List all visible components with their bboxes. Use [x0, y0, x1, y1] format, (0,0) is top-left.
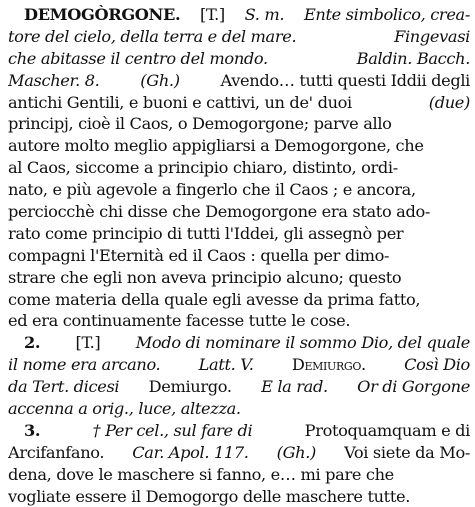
text-run: Demiurgo. — [148, 377, 232, 397]
text-line — [8, 354, 470, 376]
text-run: (Gh.) — [276, 442, 317, 462]
text-run: [T.] — [200, 5, 225, 24]
text-run: il nome era arcano. — [8, 355, 161, 375]
text-run: Car. Apol. 117. — [132, 442, 249, 462]
text-line — [8, 332, 470, 354]
text-run: tore del cielo, della terra e del mare. — [8, 26, 297, 46]
text-line — [8, 464, 470, 486]
text-line — [8, 26, 470, 48]
text-line — [8, 135, 470, 157]
text-run: principj, cioè il Caos, o Demogorgone; parve allo — [8, 114, 392, 134]
text-run: (due) — [428, 92, 470, 112]
text-run: vogliate essere il Demogorgo delle maschere tutte. — [8, 486, 411, 506]
text-line — [8, 70, 470, 92]
text-run: Così Dio — [404, 355, 470, 375]
text-line — [8, 420, 470, 442]
sense-1 — [8, 4, 470, 332]
text-line — [8, 267, 470, 289]
text-run: (Gh.) — [140, 70, 180, 90]
text-run: perciocchè chi disse che Demogorgone era stato ado- — [8, 202, 430, 222]
text-run: come materia della quale egli avesse da prima fatto, — [8, 289, 421, 309]
text-run: Ente simbolico, crea- — [303, 5, 470, 24]
text-line — [8, 398, 470, 420]
text-run: rato come principio di tutti l'Iddei, gli assegnò per — [8, 223, 404, 243]
sense-2 — [8, 332, 470, 420]
text-run: 2. — [24, 333, 41, 353]
text-run: che abitasse il centro del mondo. — [8, 48, 268, 68]
text-line — [8, 376, 470, 398]
text-run: Or di Gorgone — [357, 377, 470, 397]
text-run: dena, dove le maschere si fanno, e… mi pare che — [8, 464, 394, 484]
text-run: Avendo… tutti questi Iddii degli — [220, 70, 470, 90]
text-run: DEMOGÒRGONE. — [24, 5, 181, 24]
text-run: S. m. — [244, 5, 285, 24]
text-line — [8, 310, 470, 332]
text-line — [8, 4, 470, 26]
text-run: 3. — [24, 420, 41, 440]
text-line — [8, 245, 470, 267]
text-run: Demiurgo. — [291, 355, 366, 375]
text-run: Mascher. 8. — [8, 70, 100, 90]
text-line — [8, 92, 470, 114]
text-run: Voi siete da Mo- — [344, 442, 470, 462]
text-run: compagni l'Eternità ed il Caos : quella per dimo- — [8, 245, 390, 265]
dictionary-entry — [8, 4, 470, 507]
text-run: Latt. V. — [198, 355, 254, 375]
text-run: Modo di nominare il sommo Dio, del quale — [135, 333, 470, 353]
sense-3 — [8, 420, 470, 507]
text-run: nato, e più agevole a fingerlo che il Caos ; e ancora, — [8, 180, 416, 200]
text-run: accenna a orig., luce, altezza. — [8, 399, 241, 419]
text-line — [8, 48, 470, 70]
text-line — [8, 486, 470, 507]
text-run: [T.] — [75, 333, 101, 353]
text-line — [8, 289, 470, 311]
text-line — [8, 442, 470, 464]
text-run: Baldin. Bacch. — [356, 48, 470, 68]
text-run: al Caos, siccome a principio chiaro, distinto, ordi- — [8, 158, 398, 178]
text-run: Arcifanfano. — [8, 442, 105, 462]
text-run: da Tert. dicesi — [8, 377, 120, 397]
text-line — [8, 113, 470, 135]
text-run: Fingevasi — [394, 26, 470, 46]
text-run: E la rad. — [261, 377, 328, 397]
text-run: autore molto meglio appigliarsi a Demogorgone, che — [8, 136, 424, 156]
text-line — [8, 201, 470, 223]
text-line — [8, 223, 470, 245]
text-line — [8, 179, 470, 201]
text-run: Protoquamquam e di — [304, 420, 470, 440]
text-run: † Per cel., sul fare di — [92, 420, 253, 440]
text-run: ed era continuamente facesse tutte le cose. — [8, 311, 351, 331]
text-run: strare che egli non aveva principio alcuno; questo — [8, 267, 402, 287]
text-run: antichi Gentili, e buoni e cattivi, un de' duoi — [8, 92, 352, 112]
text-line — [8, 157, 470, 179]
